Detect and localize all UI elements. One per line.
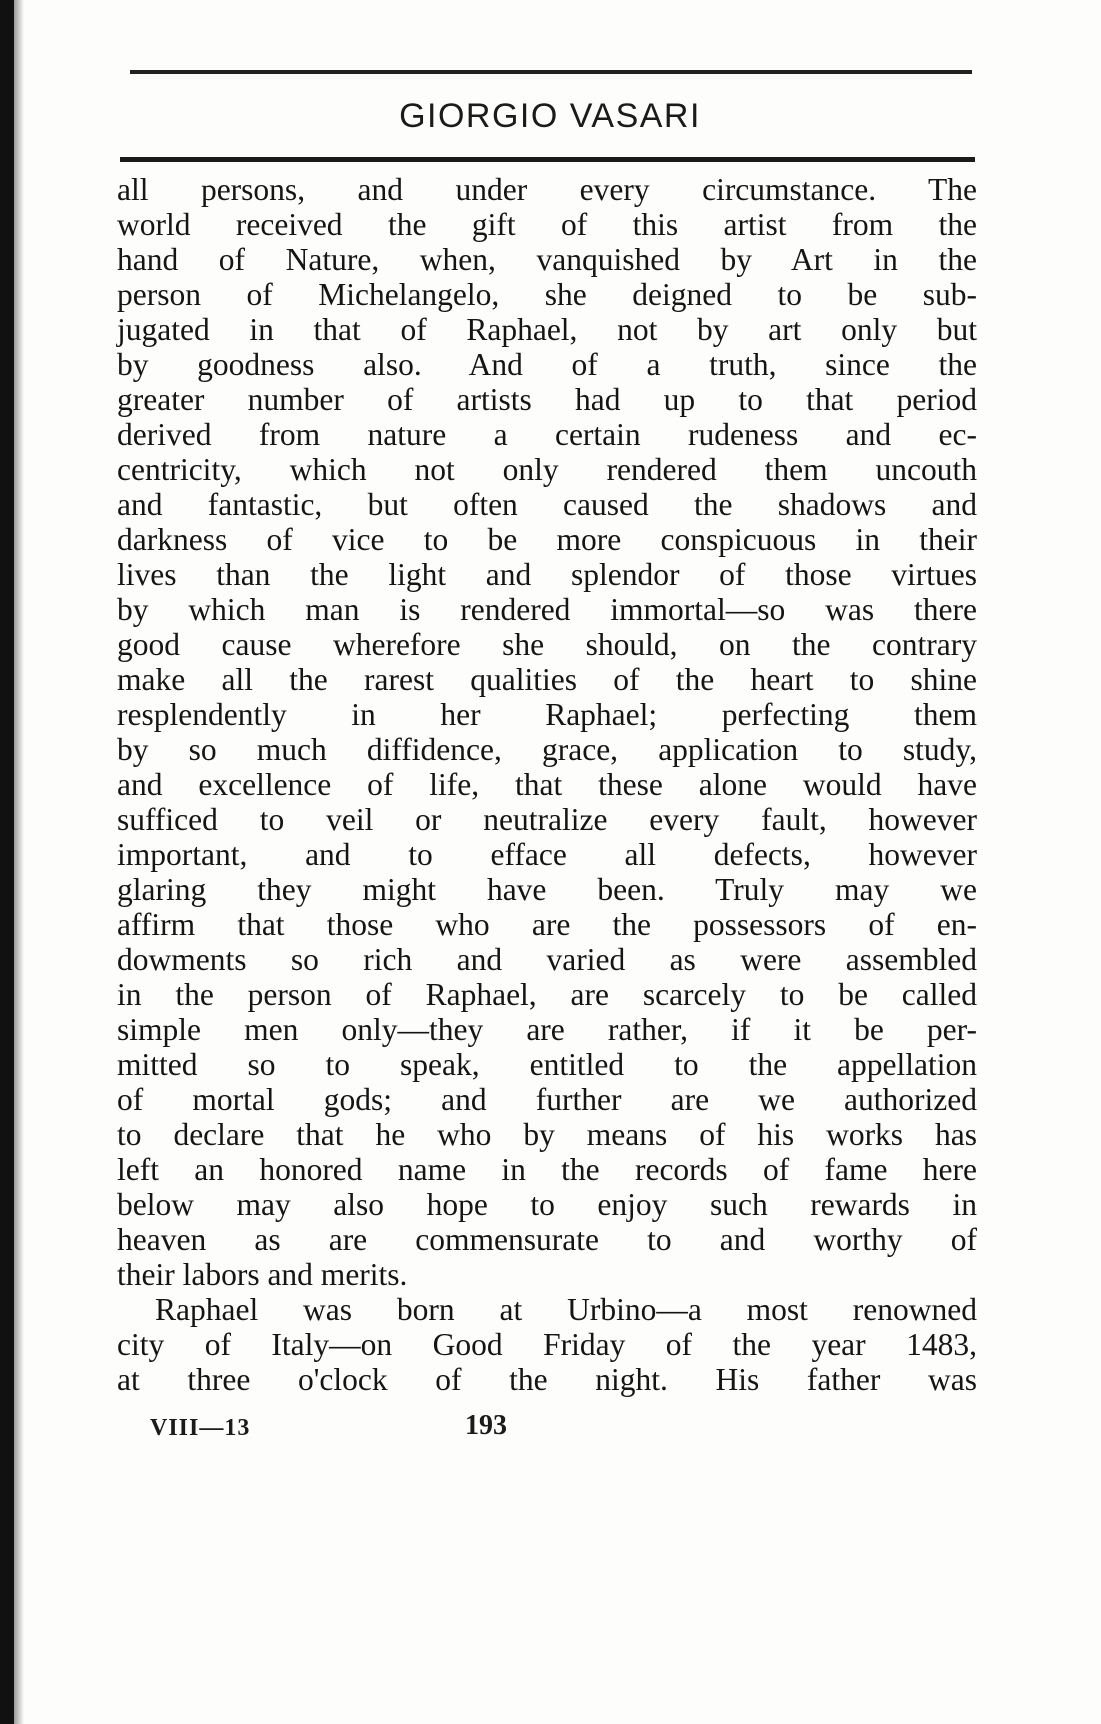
text-line: greater number of artists had up to that period (117, 382, 977, 417)
body-text (117, 172, 977, 1397)
text-line: and fantastic, but often caused the shadows and (117, 487, 977, 522)
text-line: affirm that those who are the possessors of en- (117, 907, 977, 942)
text-line: good cause wherefore she should, on the contrary (117, 627, 977, 662)
text-line: heaven as are commensurate to and worthy of (117, 1222, 977, 1257)
text-line: person of Michelangelo, she deigned to be sub- (117, 277, 977, 312)
text-line: world received the gift of this artist from the (117, 207, 977, 242)
text-line: Raphael was born at Urbino—a most renowned (155, 1292, 977, 1327)
text-line: by so much diffidence, grace, application to study, (117, 732, 977, 767)
text-line: below may also hope to enjoy such rewards in (117, 1187, 977, 1222)
text-line: in the person of Raphael, are scarcely to be called (117, 977, 977, 1012)
text-line: left an honored name in the records of fame here (117, 1152, 977, 1187)
text-line: hand of Nature, when, vanquished by Art in the (117, 242, 977, 277)
text-line: their labors and merits. (117, 1257, 408, 1292)
text-line: all persons, and under every circumstance. The (117, 172, 977, 207)
binding-edge (0, 0, 14, 1724)
text-line: resplendently in her Raphael; perfecting them (117, 697, 977, 732)
text-line: mitted so to speak, entitled to the appellation (117, 1047, 977, 1082)
text-line: glaring they might have been. Truly may we (117, 872, 977, 907)
text-line: centricity, which not only rendered them uncouth (117, 452, 977, 487)
text-line: of mortal gods; and further are we authorized (117, 1082, 977, 1117)
header-rule-bottom (120, 157, 975, 162)
text-line: to declare that he who by means of his works has (117, 1117, 977, 1152)
text-line: at three o'clock of the night. His father was (117, 1362, 977, 1397)
gutter-shadow (14, 0, 24, 1724)
text-line: dowments so rich and varied as were assembled (117, 942, 977, 977)
page-number: 193 (465, 1410, 507, 1441)
text-line: city of Italy—on Good Friday of the year 1483, (117, 1327, 977, 1362)
running-head: GIORGIO VASARI (399, 97, 701, 135)
text-line: by which man is rendered immortal—so was there (117, 592, 977, 627)
text-line: make all the rarest qualities of the heart to shine (117, 662, 977, 697)
signature-mark: VIII—13 (150, 1415, 251, 1441)
text-line: derived from nature a certain rudeness and ec- (117, 417, 977, 452)
text-line: and excellence of life, that these alone would have (117, 767, 977, 802)
text-line: by goodness also. And of a truth, since the (117, 347, 977, 382)
text-line: jugated in that of Raphael, not by art only but (117, 312, 977, 347)
header-rule-top (130, 70, 972, 74)
text-line: important, and to efface all defects, however (117, 837, 977, 872)
text-line: sufficed to veil or neutralize every fault, however (117, 802, 977, 837)
text-line: lives than the light and splendor of those virtues (117, 557, 977, 592)
text-line: darkness of vice to be more conspicuous in their (117, 522, 977, 557)
text-line: simple men only—they are rather, if it be per- (117, 1012, 977, 1047)
